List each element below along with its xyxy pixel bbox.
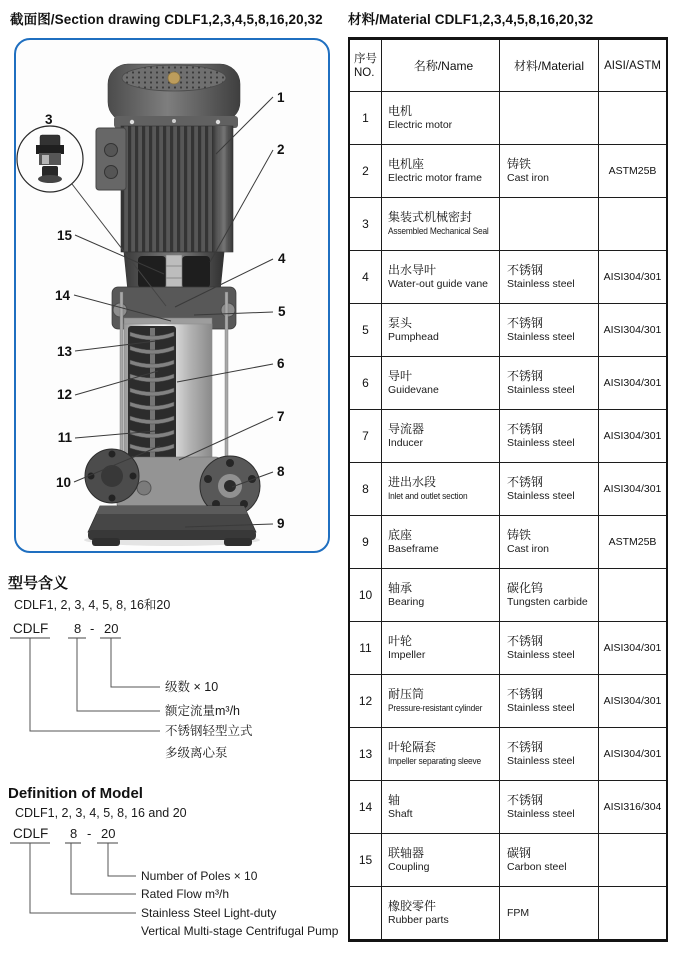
header-no-en: NO. bbox=[354, 66, 375, 79]
part-name-cell bbox=[382, 834, 500, 886]
part-name-en: Inlet and outlet section bbox=[388, 491, 468, 502]
table-row bbox=[350, 780, 666, 833]
material-cn: 铸铁 bbox=[507, 528, 532, 542]
row-number: 13 bbox=[358, 747, 373, 761]
table-row bbox=[350, 91, 666, 144]
model-en-title: Definition of Model bbox=[8, 785, 143, 802]
table-row bbox=[350, 621, 666, 674]
part-name-en: Baseframe bbox=[388, 543, 439, 555]
aisi-value: AISI304/301 bbox=[603, 748, 662, 760]
part-name-cell bbox=[382, 569, 500, 621]
part-name-en: Electric motor bbox=[388, 119, 453, 131]
aisi-value: AISI304/301 bbox=[603, 271, 662, 283]
row-number: 14 bbox=[358, 800, 373, 814]
row-number-cell bbox=[350, 92, 382, 144]
part-name-en: Guidevane bbox=[388, 384, 439, 396]
part-name-cell bbox=[382, 410, 500, 462]
material-en: Stainless steel bbox=[507, 702, 575, 714]
aisi-cell bbox=[599, 92, 666, 144]
part-name-en: Impeller bbox=[388, 649, 426, 661]
callout-9: 9 bbox=[277, 516, 285, 531]
part-name-cn: 联轴器 bbox=[388, 846, 425, 860]
motor-frame-lantern bbox=[124, 252, 224, 292]
model-cn-connectors bbox=[30, 638, 160, 731]
model-cn-dash: - bbox=[90, 621, 95, 636]
material-cell bbox=[500, 675, 599, 727]
model-cn-stage-value: 20 bbox=[104, 621, 119, 636]
part-name-cn: 进出水段 bbox=[388, 475, 437, 489]
model-en-stage-label: Number of Poles × 10 bbox=[141, 869, 258, 883]
row-number-cell bbox=[350, 463, 382, 515]
table-row bbox=[350, 886, 666, 939]
material-cell bbox=[500, 198, 599, 250]
aisi-cell bbox=[599, 887, 666, 939]
model-en-stage-value: 20 bbox=[101, 826, 116, 841]
part-name-cn: 轴承 bbox=[388, 581, 413, 595]
aisi-cell bbox=[599, 145, 666, 197]
aisi-value: AISI304/301 bbox=[603, 430, 662, 442]
material-cell bbox=[500, 622, 599, 674]
row-number-cell bbox=[350, 887, 382, 939]
part-name-en: Assembled Mechanical Seal bbox=[388, 226, 489, 237]
model-en-dash: - bbox=[87, 826, 92, 841]
table-row bbox=[350, 568, 666, 621]
impeller-stack bbox=[130, 332, 174, 452]
row-number-cell bbox=[350, 834, 382, 886]
row-number: 12 bbox=[358, 694, 373, 708]
row-number: 10 bbox=[358, 588, 373, 602]
part-name-cell bbox=[382, 463, 500, 515]
part-name-cell bbox=[382, 357, 500, 409]
aisi-cell bbox=[599, 675, 666, 727]
fan-center-badge bbox=[168, 72, 180, 84]
material-table-header bbox=[350, 40, 666, 91]
part-name-en: Bearing bbox=[388, 596, 425, 608]
callout-6: 6 bbox=[277, 356, 285, 371]
callout-13: 13 bbox=[56, 344, 72, 359]
table-row bbox=[350, 356, 666, 409]
material-cell bbox=[500, 516, 599, 568]
header-name-label: 名称/Name bbox=[413, 59, 474, 73]
aisi-value: AISI304/301 bbox=[603, 695, 662, 707]
material-cn: 不锈钢 bbox=[507, 634, 544, 648]
table-row bbox=[350, 515, 666, 568]
part-name-cell bbox=[382, 304, 500, 356]
model-en-prefix: CDLF bbox=[13, 826, 49, 841]
header-aisi bbox=[599, 40, 666, 91]
drawing-frame bbox=[14, 38, 330, 553]
part-name-en: Shaft bbox=[388, 808, 413, 820]
part-name-cn: 电机座 bbox=[388, 157, 425, 171]
model-en-type-label-1: Stainless Steel Light-duty bbox=[141, 906, 277, 920]
material-cn: 不锈钢 bbox=[507, 263, 544, 277]
header-aisi-label: AISI/ASTM bbox=[604, 59, 661, 72]
row-number-cell bbox=[350, 410, 382, 462]
part-name-en: Pressure-resistant cylinder bbox=[388, 703, 483, 714]
model-cn-flow-value: 8 bbox=[74, 621, 82, 636]
material-en: Carbon steel bbox=[507, 861, 567, 873]
part-name-cn: 叶轮隔套 bbox=[388, 740, 437, 754]
row-number-cell bbox=[350, 516, 382, 568]
material-cn: 碳钢 bbox=[507, 846, 532, 860]
model-en-flow-value: 8 bbox=[70, 826, 78, 841]
aisi-value: AISI304/301 bbox=[603, 324, 662, 336]
model-definition-en bbox=[8, 785, 350, 965]
aisi-cell bbox=[599, 357, 666, 409]
callout-12: 12 bbox=[56, 387, 72, 402]
aisi-value: AISI304/301 bbox=[603, 377, 662, 389]
callout-8: 8 bbox=[277, 464, 285, 479]
material-cn: FPM bbox=[507, 906, 530, 919]
part-name-cell bbox=[382, 622, 500, 674]
row-number-cell bbox=[350, 357, 382, 409]
material-title: 材料/Material CDLF1,2,3,4,5,8,16,20,32 bbox=[348, 12, 594, 27]
model-cn-series: CDLF1, 2, 3, 4, 5, 8, 16和20 bbox=[14, 598, 171, 612]
material-cell bbox=[500, 410, 599, 462]
header-no bbox=[350, 40, 382, 91]
part-name-cn: 出水导叶 bbox=[388, 263, 437, 277]
electric-motor bbox=[96, 64, 240, 252]
header-material bbox=[500, 40, 599, 91]
callout-3: 3 bbox=[45, 112, 53, 127]
row-number: 15 bbox=[358, 853, 373, 867]
model-en-diagram bbox=[8, 804, 350, 954]
material-cn: 铸铁 bbox=[507, 157, 532, 171]
part-name-cell bbox=[382, 251, 500, 303]
aisi-cell bbox=[599, 569, 666, 621]
material-en: Stainless steel bbox=[507, 331, 575, 343]
part-name-cn: 电机 bbox=[388, 104, 413, 118]
aisi-cell bbox=[599, 463, 666, 515]
material-en: Stainless steel bbox=[507, 649, 575, 661]
aisi-cell bbox=[599, 622, 666, 674]
aisi-value: AISI304/301 bbox=[603, 483, 662, 495]
tie-rod-right bbox=[225, 292, 228, 482]
part-name-cell bbox=[382, 781, 500, 833]
aisi-value: AISI304/301 bbox=[603, 642, 662, 654]
material-cn: 不锈钢 bbox=[507, 422, 544, 436]
aisi-cell bbox=[599, 251, 666, 303]
table-row bbox=[350, 197, 666, 250]
coupling-part bbox=[166, 255, 182, 290]
part-name-cn: 橡胶零件 bbox=[388, 899, 437, 913]
part-name-cell bbox=[382, 675, 500, 727]
material-cn: 不锈钢 bbox=[507, 740, 544, 754]
model-cn-flow-label: 额定流量m³/h bbox=[165, 704, 241, 718]
baseframe bbox=[88, 506, 256, 546]
aisi-cell bbox=[599, 834, 666, 886]
material-en: Stainless steel bbox=[507, 808, 575, 820]
material-cn: 不锈钢 bbox=[507, 369, 544, 383]
header-no-cn: 序号 bbox=[354, 52, 377, 65]
material-cn: 不锈钢 bbox=[507, 687, 544, 701]
part-name-cn: 集装式机械密封 bbox=[388, 210, 473, 224]
aisi-value: ASTM25B bbox=[608, 536, 657, 548]
row-number: 5 bbox=[362, 323, 369, 337]
material-cell bbox=[500, 357, 599, 409]
callout-14: 14 bbox=[54, 288, 70, 303]
part-name-en: Water-out guide vane bbox=[388, 278, 489, 290]
part-name-en: Impeller separating sleeve bbox=[388, 756, 482, 767]
part-name-cn: 轴 bbox=[388, 793, 401, 807]
material-en: Stainless steel bbox=[507, 437, 575, 449]
row-number-cell bbox=[350, 198, 382, 250]
material-en: Cast iron bbox=[507, 172, 550, 184]
part-name-en: Electric motor frame bbox=[388, 172, 482, 184]
model-cn-type-label-2: 多级离心泵 bbox=[165, 746, 228, 760]
callout-2: 2 bbox=[277, 142, 285, 157]
part-name-en: Coupling bbox=[388, 861, 430, 873]
callout-10: 10 bbox=[55, 475, 71, 490]
material-cell bbox=[500, 304, 599, 356]
model-cn-prefix: CDLF bbox=[13, 621, 49, 636]
row-number-cell bbox=[350, 622, 382, 674]
material-en: Cast iron bbox=[507, 543, 550, 555]
row-number: 7 bbox=[362, 429, 369, 443]
material-table bbox=[348, 37, 668, 942]
row-number-cell bbox=[350, 569, 382, 621]
part-name-cell bbox=[382, 198, 500, 250]
callout-15: 15 bbox=[56, 228, 72, 243]
row-number-cell bbox=[350, 251, 382, 303]
row-number: 4 bbox=[362, 270, 369, 284]
row-number: 9 bbox=[362, 535, 369, 549]
row-number-cell bbox=[350, 304, 382, 356]
model-cn-title: 型号含义 bbox=[8, 575, 69, 592]
part-name-en: Pumphead bbox=[388, 331, 439, 343]
material-cell bbox=[500, 463, 599, 515]
table-row bbox=[350, 303, 666, 356]
table-row bbox=[350, 144, 666, 197]
callout-11: 11 bbox=[57, 430, 72, 445]
material-cell bbox=[500, 569, 599, 621]
section-drawing-title: 截面图/Section drawing CDLF1,2,3,4,5,8,16,20,32 bbox=[10, 12, 323, 27]
material-cn: 碳化钨 bbox=[507, 581, 544, 595]
model-cn-stage-label: 级数 × 10 bbox=[165, 680, 219, 694]
part-name-cell bbox=[382, 145, 500, 197]
part-name-cell bbox=[382, 92, 500, 144]
row-number: 6 bbox=[362, 376, 369, 390]
material-en: Stainless steel bbox=[507, 384, 575, 396]
part-name-cn: 导叶 bbox=[388, 369, 413, 383]
material-en: Stainless steel bbox=[507, 490, 575, 502]
model-cn-type-label-1: 不锈钢轻型立式 bbox=[165, 724, 253, 738]
pump-section-drawing bbox=[16, 40, 328, 551]
material-cell bbox=[500, 834, 599, 886]
row-number: 11 bbox=[359, 641, 372, 655]
model-en-series: CDLF1, 2, 3, 4, 5, 8, 16 and 20 bbox=[15, 806, 187, 820]
table-row bbox=[350, 250, 666, 303]
table-row bbox=[350, 674, 666, 727]
part-name-cn: 泵头 bbox=[388, 316, 413, 330]
material-cell bbox=[500, 92, 599, 144]
material-cn: 不锈钢 bbox=[507, 475, 544, 489]
aisi-cell bbox=[599, 198, 666, 250]
part-name-en: Inducer bbox=[388, 437, 424, 449]
row-number: 1 bbox=[362, 111, 369, 125]
row-number-cell bbox=[350, 728, 382, 780]
material-cn: 不锈钢 bbox=[507, 793, 544, 807]
aisi-cell bbox=[599, 728, 666, 780]
material-cell bbox=[500, 251, 599, 303]
terminal-box bbox=[96, 128, 126, 190]
material-en: Stainless steel bbox=[507, 278, 575, 290]
part-name-en: Rubber parts bbox=[388, 914, 449, 926]
material-cn: 不锈钢 bbox=[507, 316, 544, 330]
callout-7: 7 bbox=[277, 409, 285, 424]
part-name-cell bbox=[382, 728, 500, 780]
header-name bbox=[382, 40, 500, 91]
table-row bbox=[350, 409, 666, 462]
material-en: Tungsten carbide bbox=[507, 596, 588, 608]
table-row bbox=[350, 833, 666, 886]
material-en: Stainless steel bbox=[507, 755, 575, 767]
aisi-cell bbox=[599, 781, 666, 833]
row-number-cell bbox=[350, 781, 382, 833]
material-cell bbox=[500, 887, 599, 939]
material-cell bbox=[500, 728, 599, 780]
row-number-cell bbox=[350, 145, 382, 197]
header-material-label: 材料/Material bbox=[513, 59, 584, 73]
callout-1: 1 bbox=[277, 90, 285, 105]
row-number: 3 bbox=[362, 217, 369, 231]
material-cell bbox=[500, 781, 599, 833]
aisi-cell bbox=[599, 304, 666, 356]
material-table-rows bbox=[350, 91, 666, 939]
part-name-cn: 叶轮 bbox=[388, 634, 413, 648]
model-en-flow-label: Rated Flow m³/h bbox=[141, 887, 230, 901]
aisi-cell bbox=[599, 410, 666, 462]
table-row bbox=[350, 462, 666, 515]
aisi-value: AISI316/304 bbox=[603, 801, 662, 813]
part-name-cell bbox=[382, 516, 500, 568]
part-name-cell bbox=[382, 887, 500, 939]
model-en-connectors bbox=[30, 843, 136, 913]
aisi-cell bbox=[599, 516, 666, 568]
row-number: 2 bbox=[362, 164, 369, 178]
part-name-cn: 耐压筒 bbox=[388, 687, 425, 701]
model-cn-diagram bbox=[8, 595, 348, 767]
material-cell bbox=[500, 145, 599, 197]
model-definition-cn bbox=[8, 572, 348, 772]
part-name-cn: 导流器 bbox=[388, 422, 425, 436]
model-en-type-label-2: Vertical Multi-stage Centrifugal Pump bbox=[141, 924, 339, 938]
row-number-cell bbox=[350, 675, 382, 727]
suction-flange bbox=[85, 449, 139, 503]
callout-4: 4 bbox=[278, 251, 286, 266]
aisi-value: ASTM25B bbox=[608, 165, 657, 177]
row-number: 8 bbox=[362, 482, 369, 496]
part-name-cn: 底座 bbox=[388, 528, 413, 542]
callout-5: 5 bbox=[278, 304, 286, 319]
table-row bbox=[350, 727, 666, 780]
